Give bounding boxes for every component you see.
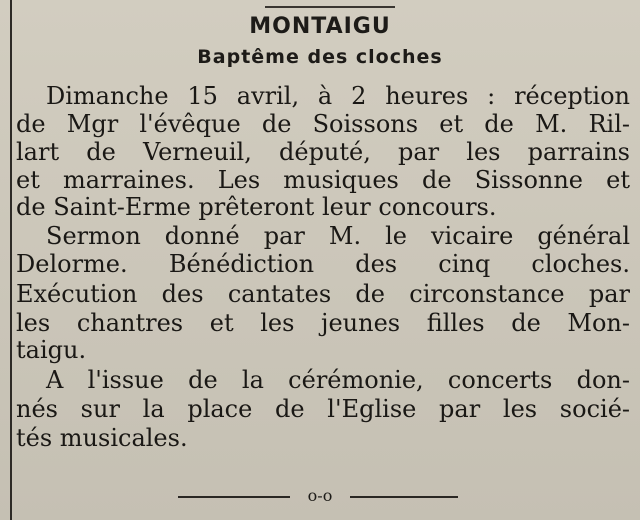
article-line: Dimanche 15 avril, à 2 heures : réception bbox=[46, 82, 630, 110]
footer-rule-left bbox=[178, 496, 290, 498]
footer-ornament: o-o bbox=[307, 486, 333, 505]
article-line: taigu. bbox=[16, 336, 87, 364]
article-line: Delorme. Bénédiction des cinq cloches. bbox=[16, 250, 630, 278]
article-line: de Saint-Erme prêteront leur concours. bbox=[16, 193, 497, 221]
article-line: A l'issue de la cérémonie, concerts don- bbox=[46, 366, 630, 394]
top-separator bbox=[265, 6, 395, 8]
article-line: Sermon donné par M. le vicaire général bbox=[46, 222, 630, 250]
subheadline: Baptême des cloches bbox=[197, 46, 443, 68]
article-line: nés sur la place de l'Eglise par les socié- bbox=[16, 395, 630, 423]
column-divider bbox=[10, 0, 12, 520]
article-line: tés musicales. bbox=[16, 424, 188, 452]
article-line: Exécution des cantates de circonstance par bbox=[16, 280, 630, 308]
footer-rule-right bbox=[350, 496, 458, 498]
article-line: les chantres et les jeunes filles de Mon- bbox=[16, 309, 630, 337]
article-line: de Mgr l'évêque de Soissons et de M. Ril- bbox=[16, 110, 630, 138]
article-line: et marraines. Les musiques de Sissonne et bbox=[16, 166, 630, 194]
headline: MONTAIGU bbox=[249, 14, 391, 39]
end-of-article-rule bbox=[178, 486, 458, 506]
article-line: lart de Verneuil, député, par les parrains bbox=[16, 138, 630, 166]
